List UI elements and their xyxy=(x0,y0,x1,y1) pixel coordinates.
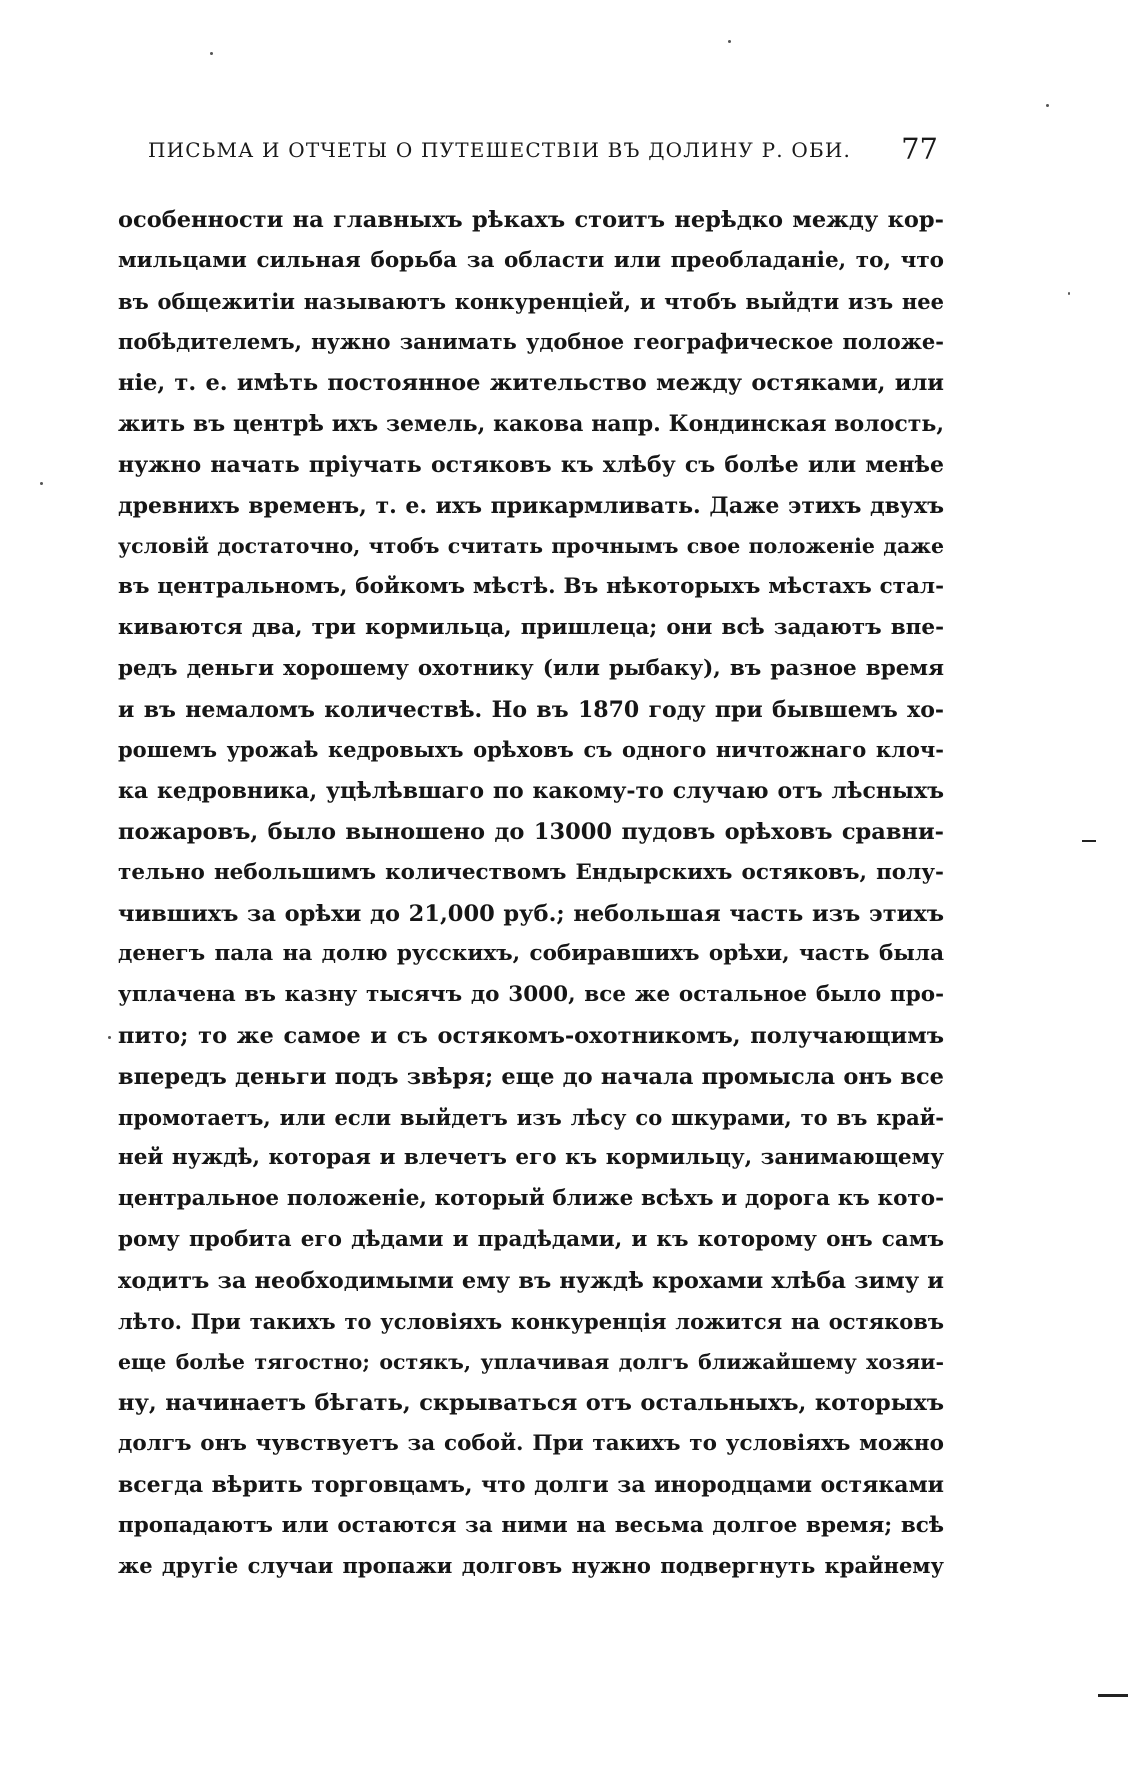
text-line: впередъ деньги подъ звѣря; еще до начала промысла онъ все xyxy=(118,1063,944,1090)
text-line: центральное положеніе, который ближе всѣхъ и дорога къ кото- xyxy=(118,1186,944,1212)
text-line: долгъ онъ чувствуетъ за собой. При такихъ то условіяхъ можно xyxy=(118,1430,944,1456)
scan-speck xyxy=(210,52,213,55)
body-paragraph xyxy=(118,200,944,1587)
text-line: древнихъ временъ, т. е. ихъ прикармливать. Даже этихъ двухъ xyxy=(118,492,944,519)
scan-speck xyxy=(40,482,43,485)
text-line: редъ деньги хорошему охотнику (или рыбаку), въ разное время xyxy=(118,655,944,681)
text-line: уплачена въ казну тысячъ до 3000, все же остальное было про- xyxy=(118,982,944,1008)
scan-speck xyxy=(728,40,731,43)
text-line: мильцами сильная борьба за области или преобладаніе, то, что xyxy=(118,247,944,273)
text-line: ніе, т. е. имѣть постоянное жительство между остяками, или xyxy=(118,370,944,397)
text-line: условій достаточно, чтобъ считать прочнымъ свое положеніе даже xyxy=(118,534,944,559)
text-line: тельно небольшимъ количествомъ Ендырскихъ остяковъ, полу- xyxy=(118,859,944,885)
text-line: и въ немаломъ количествѣ. Но въ 1870 году при бывшемъ хо- xyxy=(118,696,944,723)
scan-speck xyxy=(1068,292,1070,295)
text-line: ну, начинаетъ бѣгать, скрываться отъ остальныхъ, которыхъ xyxy=(118,1390,944,1417)
text-line: въ центральномъ, бойкомъ мѣстѣ. Въ нѣкоторыхъ мѣстахъ стал- xyxy=(118,574,944,600)
text-line: рошемъ урожаѣ кедровыхъ орѣховъ съ одного ничтожнаго клоч- xyxy=(118,737,944,763)
text-line: киваются два, три кормильца, пришлеца; они всѣ задаютъ впе- xyxy=(118,614,944,640)
text-line: въ общежитіи называютъ конкуренціей, и чтобъ выйдти изъ нее xyxy=(118,288,944,314)
text-line: денегъ пала на долю русскихъ, собиравшихъ орѣхи, часть была xyxy=(118,941,944,967)
text-line: рому пробита его дѣдами и прадѣдами, и къ которому онъ самъ xyxy=(118,1226,944,1252)
text-line: всегда вѣрить торговцамъ, что долги за инородцами остяками xyxy=(118,1471,944,1498)
text-line: ней нуждѣ, которая и влечетъ его къ кормильцу, занимающему xyxy=(118,1145,944,1171)
text-line: ка кедровника, уцѣлѣвшаго по какому-то случаю отъ лѣсныхъ xyxy=(118,778,944,805)
text-line: пито; то же самое и съ остякомъ-охотникомъ, получающимъ xyxy=(118,1022,944,1049)
text-line: лѣто. При такихъ то условіяхъ конкуренція ложится на остяковъ xyxy=(118,1308,944,1334)
running-title: ПИСЬМА И ОТЧЕТЫ О ПУТЕШЕСТВІИ ВЪ ДОЛИНУ Р. ОБИ. xyxy=(148,138,852,162)
text-line: чившихъ за орѣхи до 21,000 руб.; небольшая часть изъ этихъ xyxy=(118,900,944,927)
text-line: жить въ центрѣ ихъ земель, какова напр. Кондинская волость, xyxy=(118,410,944,437)
running-header xyxy=(148,132,938,172)
text-line: пожаровъ, было выношено до 13000 пудовъ орѣховъ сравни- xyxy=(118,818,944,845)
scan-dash xyxy=(1082,840,1096,842)
text-line: пропадаютъ или остаются за ними на весьма долгое время; всѣ xyxy=(118,1512,944,1538)
text-line: промотаетъ, или если выйдетъ изъ лѣсу со шкурами, то въ край- xyxy=(118,1104,944,1130)
scan-speck xyxy=(1046,104,1049,107)
scan-speck xyxy=(108,1036,111,1039)
text-line: побѣдителемъ, нужно занимать удобное географическое положе- xyxy=(118,329,944,355)
text-line: же другіе случаи пропажи долговъ нужно подвергнуть крайнему xyxy=(118,1553,944,1579)
text-line: еще болѣе тягостно; остякъ, уплачивая долгъ ближайшему хозяи- xyxy=(118,1350,944,1375)
text-line: нужно начать пріучать остяковъ къ хлѣбу съ болѣе или менѣе xyxy=(118,451,944,478)
text-line: особенности на главныхъ рѣкахъ стоитъ нерѣдко между кор- xyxy=(118,207,944,233)
page-number: 77 xyxy=(901,132,938,166)
scan-dash xyxy=(1098,1694,1128,1697)
text-line: ходитъ за необходимыми ему въ нуждѣ крохами хлѣба зиму и xyxy=(118,1267,944,1294)
